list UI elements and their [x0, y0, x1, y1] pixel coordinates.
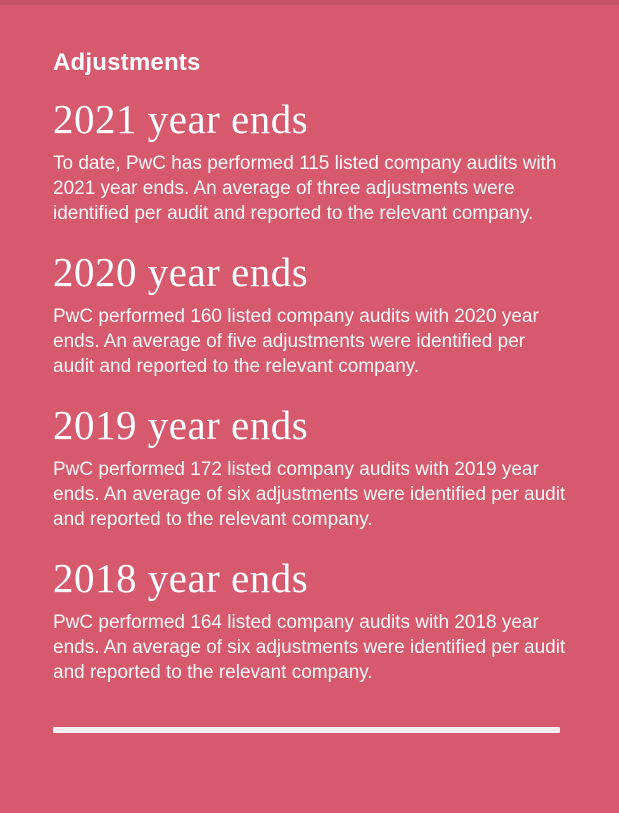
section-body-2018: PwC performed 164 listed company audits with 2018 year ends. An average of six adjustments were identified per audit and reported to the relevant company.	[53, 612, 566, 683]
section-2020-year-ends	[53, 248, 571, 379]
section-heading-2021: 2021 year ends	[53, 96, 309, 142]
section-2019-year-ends	[53, 401, 571, 532]
page-title: Adjustments	[53, 49, 201, 76]
divider-rule	[53, 727, 560, 733]
section-2018-year-ends	[53, 554, 571, 685]
section-body-2019: PwC performed 172 listed company audits with 2019 year ends. An average of six adjustments were identified per audit and reported to the relevant company.	[53, 459, 566, 530]
section-heading-2020: 2020 year ends	[53, 249, 309, 295]
section-heading-2019: 2019 year ends	[53, 402, 309, 448]
top-edge-shade	[0, 0, 619, 5]
section-body-2020: PwC performed 160 listed company audits with 2020 year ends. An average of five adjustments were identified per audit and reported to the relevant company.	[53, 306, 539, 377]
section-2021-year-ends	[53, 95, 571, 226]
section-body-2021: To date, PwC has performed 115 listed company audits with 2021 year ends. An average of three adjustments were identified per audit and reported to the relevant company.	[53, 153, 557, 224]
section-heading-2018: 2018 year ends	[53, 555, 309, 601]
